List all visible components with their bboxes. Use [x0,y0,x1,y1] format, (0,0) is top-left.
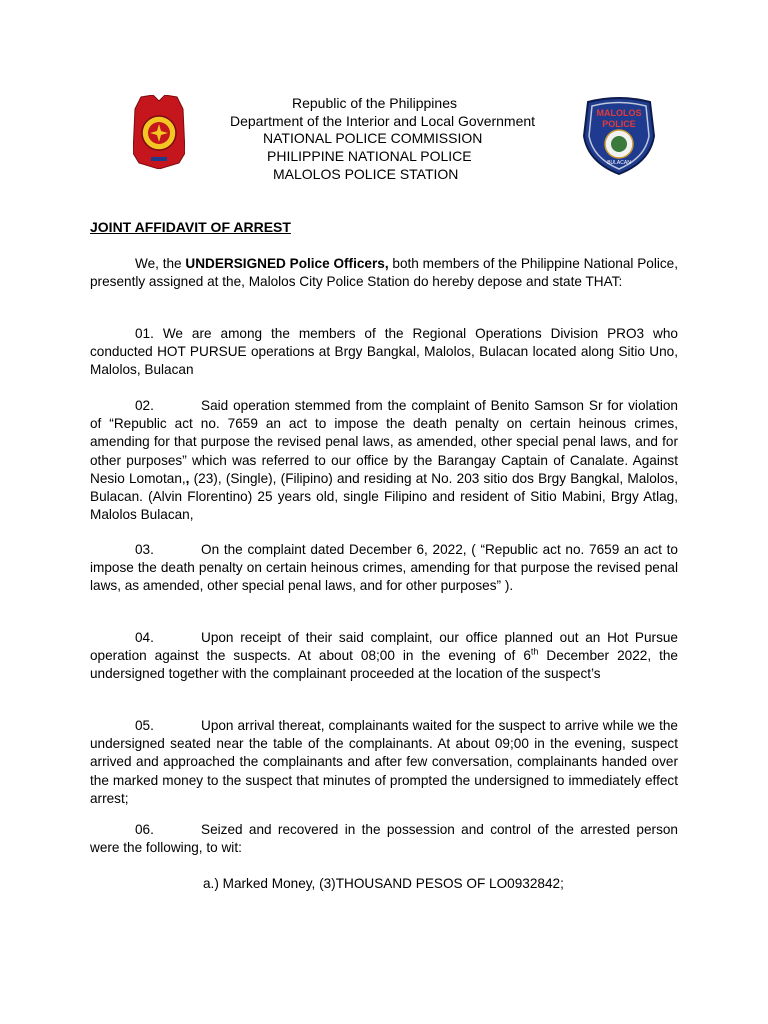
header-station: MALOLOS POLICE STATION [273,166,459,182]
intro-paragraph [90,255,678,291]
badge-top-text: MALOLOS [596,108,642,118]
intro-bold: UNDERSIGNED Police Officers, [185,256,389,271]
paragraph-02 [90,397,678,524]
paragraph-05-text: Upon arrival thereat, complainants waited for the suspect to arrive while we the undersigned seated near the table of the complainants. At about 09;00 in the evening, suspect arrived and approached the complainants and after few conversation, complainants handed over the marked money to the suspect that minutes of prompted the undersigned to immediately effect arrest; [90,718,678,806]
paragraph-05 [90,717,678,808]
paragraph-03-number: 03. [135,542,154,557]
paragraph-01-text: 01. We are among the members of the Regional Operations Division PRO3 who conducted HOT PURSUE operations at Brgy Bangkal, Malolos, Bulacan located along Sitio Uno, Malolos, Bulacan [90,326,678,378]
badge-bottom-text: BULACAN [607,160,631,166]
badge-mid-text: POLICE [602,119,636,129]
paragraph-02-number: 02. [135,398,154,413]
seized-item-a: a.) Marked Money, (3)THOUSAND PESOS OF LO0932842; [203,876,564,891]
paragraph-03-text: On the complaint dated December 6, 2022, ( “Republic act no. 7659 an act to impose the death penalty on certain heinous crimes, amending for that purpose the revised penal laws, as amended, other special penal laws, and for other purposes” ). [90,542,678,594]
paragraph-03 [90,541,678,596]
paragraph-01 [90,325,678,380]
paragraph-05-number: 05. [135,718,154,733]
pnp-seal-logo [133,95,185,169]
header-pnp: PHILIPPINE NATIONAL POLICE [267,148,472,164]
paragraph-06 [90,821,678,857]
paragraph-02-text-a: Said operation stemmed from the complaint of Benito Samson Sr for violation of “Republic act no. 7659 an act to impose the death penalty on certain heinous crimes, amending for that purpose the revised penal laws, as amended, other special penal laws, and for other purposes” which was referred to our office by the Barangay Captain of Canalate. Against Nesio Lomotan, [90,398,678,486]
paragraph-06-text: Seized and recovered in the possession and control of the arrested person were the following, to wit: [90,822,678,856]
malolos-police-badge-logo [582,96,656,176]
intro-pre: We, the [135,256,186,271]
header-napolcom: NATIONAL POLICE COMMISSION [263,130,483,146]
paragraph-02-text-b: (23), (Single), (Filipino) and residing at No. 203 sitio dos Brgy Bangkal, Malolos, Bulacan. (Alvin Florentino) 25 years old, single Filipino and resident of Sitio Mabini, Brgy Atlag, Malolos Bulacan, [90,470,678,523]
paragraph-04-text-b: December 2022, the undersigned together with the complainant proceeded at the location of the suspect’s [90,648,678,682]
header-republic: Republic of the Philippines [292,95,457,111]
paragraph-02-bold-comma: , [185,470,190,486]
header-dilg: Department of the Interior and Local Government [230,113,536,129]
intro-post: both members of the Philippine National Police, presently assigned at the, Malolos City Police Station do hereby depose and state THAT: [90,256,679,290]
document-title: JOINT AFFIDAVIT OF ARREST [90,219,291,235]
paragraph-04-text-a: Upon receipt of their said complaint, our office planned out an Hot Pursue operation against the suspects. At about 08;00 in the evening of 6 [90,630,678,664]
paragraph-04-number: 04. [135,630,154,645]
paragraph-04 [90,629,678,684]
paragraph-04-superscript: th [530,646,539,657]
paragraph-06-number: 06. [135,822,154,837]
